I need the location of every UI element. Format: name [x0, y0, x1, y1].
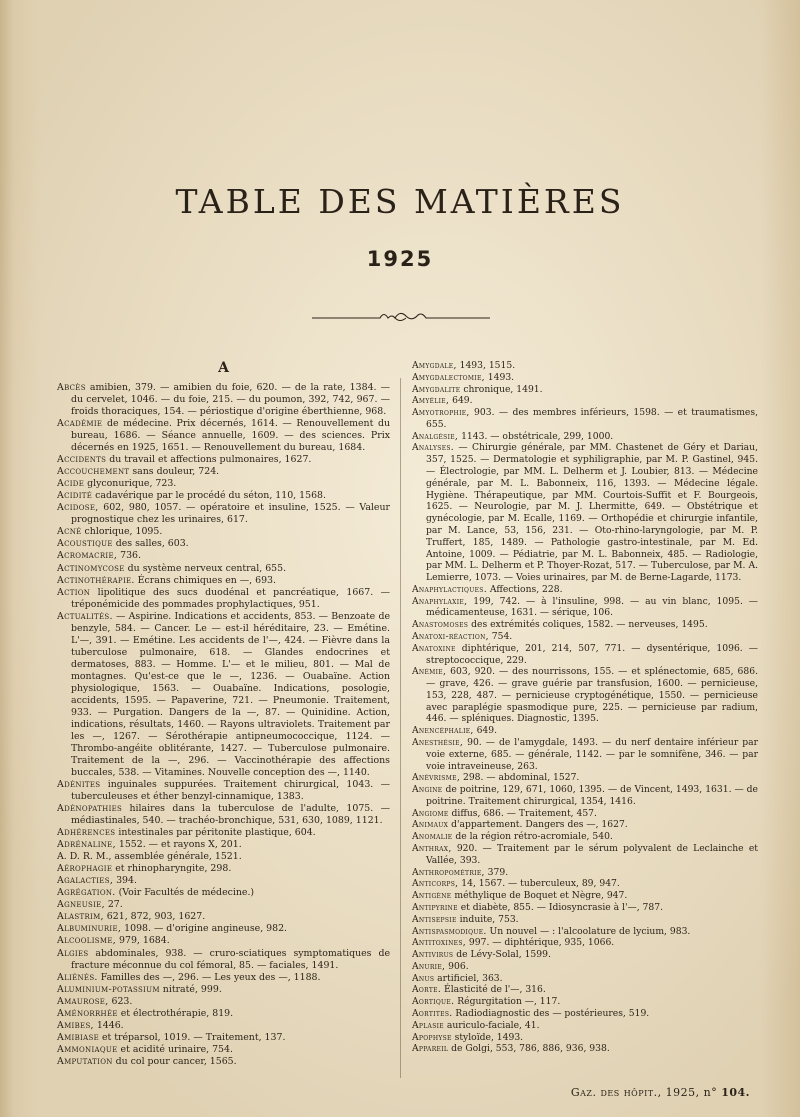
index-entry: [57, 538, 390, 550]
index-entry: [57, 948, 390, 972]
index-entry: [412, 1020, 758, 1032]
index-entry: [57, 466, 390, 478]
entry-heading: Acromacrie,: [57, 550, 118, 562]
entry-heading: Antigène: [412, 890, 452, 902]
index-entry: [412, 1043, 758, 1055]
entry-references: 603, 920. — des nourrissons, 155. — et splénectomie, 685, 686. — grave, 426. — grave guérie par transfusion, 1600. — pernicieuse, 153, 228, 487. — pernicieuse cryptogénétique, 1550. — pernicieuse avec paraplégie spasmodique pure, 225. — pernicieuse par radium, 446. — spléniques. Diagnostic, 1395.: [426, 666, 758, 725]
entry-heading: Aménorrhée: [57, 1007, 118, 1019]
entry-references: 1552. — et rayons X, 201.: [115, 839, 242, 851]
index-entry: [412, 737, 758, 772]
entry-heading: Aplasie: [412, 1019, 444, 1031]
entry-references: 27.: [104, 899, 123, 911]
column-divider: [400, 378, 401, 1078]
entry-heading: Adénites: [57, 779, 101, 791]
entry-heading: Appareil: [412, 1043, 449, 1055]
entry-heading: Analyses.: [412, 442, 455, 454]
index-entry: [57, 454, 390, 466]
entry-heading: Agrégation.: [57, 887, 116, 899]
entry-references: des extrémités coliques, 1582. — nerveuses, 1495.: [468, 619, 708, 631]
entry-heading: Amyotrophie,: [412, 407, 470, 419]
entry-heading: Angine: [412, 784, 443, 796]
entry-references: du système nerveux central, 655.: [124, 562, 287, 574]
index-entry: [412, 843, 758, 867]
index-entry: [412, 643, 758, 667]
entry-references: lipolitique des sucs duodénal et pancréatique, 1667. — tréponémicide des pommades prophylactiques, 951.: [71, 586, 390, 610]
ornament-flourish-icon: [300, 306, 500, 326]
entry-heading: Anthrax,: [412, 843, 452, 855]
entry-references: 1446.: [93, 1019, 124, 1031]
index-entry: [57, 899, 390, 911]
entry-references: Régurgitation —, 117.: [454, 996, 561, 1008]
entry-references: de médecine. Prix décernés, 1614. — Renouvellement du bureau, 1686. — Séance annuelle, 1609. — des sciences. Prix décernés en 1925, 1651. — Renouvellement du bureau, 1684.: [71, 418, 390, 454]
entry-references: chronique, 1491.: [460, 383, 543, 395]
entry-references: de Golgi, 553, 786, 886, 936, 938.: [448, 1043, 610, 1055]
entry-references: et rhinopharyngite, 298.: [112, 863, 232, 875]
entry-references: 920. — Traitement par le sérum polyvalent de Leclainche et Vallée, 393.: [426, 843, 758, 866]
index-entry: [57, 611, 390, 779]
entry-references: chlorique, 1095.: [81, 526, 163, 538]
index-entry: [57, 563, 390, 575]
entry-references: nitraté, 999.: [159, 983, 222, 995]
entry-references: et acidité urinaire, 754.: [117, 1043, 233, 1055]
entry-references: styloïde, 1493.: [451, 1031, 524, 1043]
index-entry: [57, 911, 390, 923]
entry-heading: Apophyse: [412, 1031, 452, 1043]
entry-heading: Actinothérapie.: [57, 574, 135, 586]
index-entry: [57, 875, 390, 887]
entry-references: 649.: [449, 395, 473, 407]
entry-references: (Voir Facultés de médecine.): [115, 887, 255, 899]
entry-references: Écrans chimiques en —, 693.: [134, 574, 277, 586]
entry-heading: Animaux: [412, 819, 449, 831]
entry-references: — Aspirine. Indications et accidents, 853. — Benzoate de benzyle, 584. — Cancer. Le — est-il héréditaire, 23. — Emétine. L'—, 391. — Emétine. Les accidents de l'—, 424. — Fièvre dans la tuberculose pulmonaire, 618. — Glandes endocrines et dermatoses, 883. — Homme. L'— et le milieu, 801. — Mal de montagnes. Qu'est-ce que le —, 1236. — Ouabaïne. Action physiologique, 1563. — Ouabaïne. Indications, posologie, accidents, 1595. — Papaverine, 721. — Pneumonie. Traitement, 933. — Purgation. Dangers de la —, 87. — Quinidine. Action, indications, résultats, 1460. — Rayons ultraviolets. Traitement par les —, 1267. — Sérothérapie antipneumococcique, 1124. — Thrombo-angéite oblitérante, 1427. — Tuberculose pulmonaire. Traitement de la —, 296. — Vaccinothérapie des affections buccales, 538. — Vitamines. Nouvelle conception des —, 1140.: [71, 610, 390, 779]
index-entry: [412, 914, 758, 926]
entry-heading: Anatoxine: [412, 642, 456, 654]
entry-references: 1143. — obstétricale, 299, 1000.: [458, 430, 614, 442]
index-entry: [412, 808, 758, 820]
index-entry: [57, 839, 390, 851]
index-entry: [57, 923, 390, 935]
index-entry: [412, 961, 758, 973]
entry-references: cadavérique par le procédé du séton, 110, 1568.: [92, 490, 326, 502]
index-entry: [57, 418, 390, 454]
entry-references: Un nouvel — : l'alcoolature de lycium, 983.: [486, 925, 691, 937]
index-entry: [412, 996, 758, 1008]
entry-references: Familles des —, 296. — Les yeux des —, 1188.: [97, 971, 321, 983]
section-letter: A: [218, 360, 229, 376]
entry-references: A. D. R. M., assemblée générale, 1521.: [57, 851, 242, 863]
entry-references: inguinales suppurées. Traitement chirurgical, 1043. — tuberculeuses et éther benzyl-cinnamique, 1383.: [71, 779, 390, 803]
index-entry: [57, 887, 390, 899]
index-entry: [412, 596, 758, 620]
entry-references: des salles, 603.: [112, 538, 189, 550]
entry-heading: Anesthésie,: [412, 737, 464, 748]
index-entry: [57, 996, 390, 1008]
entry-references: 621, 872, 903, 1627.: [103, 911, 206, 923]
index-entry: [412, 584, 758, 596]
entry-heading: Anaphylaxie,: [412, 595, 468, 607]
index-entry: [412, 973, 758, 985]
index-entry: [57, 575, 390, 587]
entry-references: de la région rétro-acromiale, 540.: [452, 831, 613, 843]
entry-heading: Aliénés.: [57, 971, 98, 983]
index-entry: [412, 949, 758, 961]
entry-heading: Analgésie,: [412, 430, 459, 442]
index-entry: [57, 863, 390, 875]
entry-heading: Aortites.: [412, 1007, 453, 1019]
index-entry: [57, 1056, 390, 1068]
entry-references: Radiodiagnostic des — postérieures, 519.: [452, 1007, 650, 1019]
index-column-right: [412, 360, 758, 1055]
entry-heading: Amygdalite: [412, 383, 461, 395]
entry-references: diffus, 686. — Traitement, 457.: [448, 807, 597, 819]
index-entry: [57, 490, 390, 502]
index-entry: [57, 935, 390, 947]
entry-heading: Amibes,: [57, 1019, 94, 1031]
entry-heading: Accouchement: [57, 466, 130, 478]
index-entry: [412, 631, 758, 643]
entry-heading: Acoustique: [57, 538, 113, 550]
index-entry: [57, 984, 390, 996]
entry-heading: Académie: [57, 418, 103, 430]
entry-heading: Adénopathies: [57, 803, 123, 815]
entry-references: diphtérique, 201, 214, 507, 771. — dysentérique, 1096. — streptococcique, 229.: [426, 642, 758, 666]
entry-heading: Anémie,: [412, 666, 447, 678]
entry-heading: Anus: [412, 972, 435, 984]
index-entry: [412, 442, 758, 583]
index-entry: [412, 784, 758, 808]
entry-references: intestinales par péritonite plastique, 604.: [115, 827, 316, 839]
footer-journal: Gaz. des hôpit.,: [570, 1086, 662, 1099]
entry-heading: Ammoniaque: [57, 1043, 118, 1055]
entry-references: 1493, 1515.: [456, 360, 516, 371]
entry-references: 903. — des membres inférieurs, 1598. — et traumatismes, 655.: [426, 407, 758, 430]
index-entry: [412, 395, 758, 407]
entry-references: abdominales, 938. — cruro-sciatiques symptomatiques de fracture méconnue du col fémoral, 85. — faciales, 1491.: [71, 947, 390, 971]
index-entry: [412, 372, 758, 384]
page-footer: [571, 1086, 750, 1099]
index-entry: [412, 902, 758, 914]
entry-heading: Angiome: [412, 807, 449, 819]
entry-references: auriculo-faciale, 41.: [443, 1019, 540, 1031]
entry-references: induite, 753.: [456, 913, 519, 925]
entry-heading: Amygdalectomie,: [412, 371, 485, 383]
entry-heading: Adhérences: [57, 827, 116, 839]
entry-heading: Antipyrine: [412, 901, 458, 913]
entry-references: Élasticité de l'—, 316.: [441, 984, 546, 996]
entry-heading: Agalacties,: [57, 875, 114, 887]
entry-heading: Acide: [57, 478, 85, 490]
index-entry: [412, 619, 758, 631]
index-entry: [412, 666, 758, 725]
index-entry: [412, 725, 758, 737]
entry-heading: Aortique.: [412, 996, 455, 1008]
entry-heading: Aérophagie: [57, 863, 113, 875]
index-entry: [57, 1044, 390, 1056]
entry-references: 649.: [473, 725, 498, 737]
index-entry: [57, 526, 390, 538]
index-entry: [412, 937, 758, 949]
index-entry: [57, 803, 390, 827]
index-entry: [412, 407, 758, 431]
entry-heading: Antivirus: [412, 949, 454, 961]
entry-references: glyconurique, 723.: [84, 478, 177, 490]
entry-references: et électrothérapie, 819.: [117, 1007, 234, 1019]
entry-references: 90. — de l'amygdale, 1493. — du nerf dentaire inférieur par voie externe, 685. — générale, 1142. — par le somnifène, 346. — par voie intraveineuse, 263.: [426, 737, 758, 772]
entry-heading: Adrénaline,: [57, 839, 116, 851]
index-entry: [57, 382, 390, 418]
index-entry: [57, 1032, 390, 1044]
entry-references: d'appartement. Dangers des —, 1627.: [448, 819, 628, 831]
entry-heading: Alcoolisme,: [57, 935, 117, 947]
entry-heading: Accidents: [57, 454, 107, 466]
entry-heading: Anthropométrie,: [412, 866, 485, 878]
entry-references: 736.: [117, 550, 141, 562]
entry-heading: Acné: [57, 526, 82, 538]
entry-heading: Action: [57, 586, 91, 598]
entry-references: amibien, 379. — amibien du foie, 620. — de la rate, 1384. — du cervelet, 1046. — du foie, 215. — du poumon, 392, 742, 967. — froids thoraciques, 154. — périostique d'origine éberthienne, 968.: [71, 382, 390, 418]
entry-references: — Chirurgie générale, par MM. Chastenet de Géry et Dariau, 357, 1525. — Dermatologie et syphiligraphie, par M. P. Gastinel, 945. — Électrologie, par MM. L. Delherm et J. Loubier, 813. — Médecine générale, par M. L. Babonneix, 116, 1393. — Médecine légale. Hygiène. Thérapeutique, par MM. Courtois-Suffit et F. Bourgeois, 1625. — Neurologie, par M. J. Lhermitte, 649. — Obstétrique et gynécologie, par M. Ecalle, 1169. — Orthopédie et chirurgie infantile, par M. Lance, 53, 156, 231. — Oto-rhino-laryngologie, par M. P. Truffert, 185, 1489. — Pathologie gastro-intestinale, par M. Ed. Antoine, 1009. — Pédiatrie, par M. L. Babonneix, 485. — Radiologie, par MM. L. Delherm et P. Thoyer-Rozat, 517. — Tuberculose, par M. A. Lemierre, 1073. — Voies urinaires, par M. de Berne-Lagarde, 1173.: [426, 442, 758, 584]
index-entry: [412, 384, 758, 396]
entry-heading: Alastrim,: [57, 911, 104, 923]
entry-heading: Amyélie,: [412, 395, 450, 407]
entry-references: 199, 742. — à l'insuline, 998. — au vin blanc, 1095. — médicamenteuse, 1631. — sérique, 106.: [426, 595, 758, 619]
entry-heading: Anaphylactiques.: [412, 583, 487, 595]
entry-references: du col pour cancer, 1565.: [112, 1055, 237, 1067]
index-entry: [57, 478, 390, 490]
footer-year: 1925, n°: [665, 1086, 718, 1099]
entry-references: 754.: [488, 630, 513, 642]
index-entry: [412, 984, 758, 996]
entry-heading: Actinomycose: [57, 562, 125, 574]
entry-references: sans douleur, 724.: [129, 466, 220, 478]
entry-heading: Anomalie: [412, 831, 453, 843]
entry-references: 379.: [484, 866, 509, 878]
entry-heading: Amygdale,: [412, 360, 457, 371]
entry-references: de poitrine, 129, 671, 1060, 1395. — de Vincent, 1493, 1631. — de poitrine. Traitement chirurgical, 1354, 1416.: [426, 784, 758, 807]
entry-references: et tréparsol, 1019. — Traitement, 137.: [98, 1031, 286, 1043]
entry-heading: Amputation: [57, 1055, 113, 1067]
index-entry: [57, 502, 390, 526]
index-entry: [57, 779, 390, 803]
entry-heading: Acidité: [57, 490, 93, 502]
entry-heading: Acidose,: [57, 502, 99, 514]
entry-references: 394.: [113, 875, 137, 887]
page-title: TABLE DES MATIÈRES: [175, 182, 625, 221]
index-entry: [57, 972, 390, 984]
entry-heading: Aluminium-potassium: [57, 983, 160, 995]
entry-references: 997. — diphtérique, 935, 1066.: [465, 937, 615, 949]
entry-heading: Antispasmodique.: [412, 925, 487, 937]
entry-heading: Agneusie,: [57, 899, 105, 911]
index-entry: [412, 926, 758, 938]
year-heading: 1925: [366, 247, 434, 271]
entry-references: 602, 980, 1057. — opératoire et insuline, 1525. — Valeur prognostique chez les urinaires, 617.: [71, 502, 390, 526]
entry-references: artificiel, 363.: [434, 972, 503, 984]
index-entry: [412, 831, 758, 843]
entry-references: 298. — abdominal, 1527.: [460, 772, 580, 784]
entry-heading: Actualités.: [57, 610, 113, 622]
index-entry: [57, 1008, 390, 1020]
index-entry: [412, 819, 758, 831]
entry-heading: Antitoxines,: [412, 937, 466, 949]
entry-references: du travail et affections pulmonaires, 1627.: [106, 454, 312, 466]
entry-heading: Antisepsie: [412, 913, 457, 925]
index-entry: [57, 587, 390, 611]
entry-references: 906.: [445, 960, 469, 972]
entry-heading: Anurie,: [412, 960, 446, 972]
entry-references: 1098. — d'origine angineuse, 982.: [121, 923, 288, 935]
index-entry: [57, 1020, 390, 1032]
index-entry: [412, 431, 758, 443]
entry-references: et diabète, 855. — Idiosyncrasie à l'—, 787.: [457, 901, 663, 913]
entry-references: 623.: [108, 995, 133, 1007]
index-entry: [57, 550, 390, 562]
entry-references: de Lévy-Solal, 1599.: [453, 949, 551, 961]
index-entry: [412, 360, 758, 372]
index-entry: [412, 772, 758, 784]
index-entry: [412, 890, 758, 902]
entry-heading: Amibiase: [57, 1031, 99, 1043]
entry-heading: Anencéphalie,: [412, 725, 474, 737]
entry-references: méthylique de Boquet et Nègre, 947.: [451, 890, 628, 902]
entry-heading: Anastomoses: [412, 619, 469, 631]
entry-references: hilaires dans la tuberculose de l'adulte, 1075. — médiastinales, 540. — trachéo-bronchique, 531, 630, 1089, 1121.: [71, 803, 390, 827]
entry-heading: Anticorps,: [412, 878, 459, 890]
entry-heading: Aorte.: [412, 984, 442, 996]
entry-heading: Anatoxi-réaction,: [412, 630, 489, 642]
index-column-left: [57, 360, 390, 1068]
entry-references: Affections, 228.: [486, 583, 563, 595]
footer-number: 104.: [721, 1086, 750, 1099]
index-entry: [57, 827, 390, 839]
index-entry: [412, 1008, 758, 1020]
entry-heading: Algies: [57, 947, 89, 959]
index-entry: [412, 878, 758, 890]
entry-heading: Amaurose,: [57, 995, 109, 1007]
entry-references: 1493.: [484, 371, 515, 383]
index-entry: [57, 851, 390, 863]
index-entry: [412, 867, 758, 879]
entry-heading: Abcès: [57, 382, 86, 394]
index-entry: [412, 1032, 758, 1044]
entry-heading: Albuminurie,: [57, 923, 122, 935]
entry-heading: Anévrisme,: [412, 772, 461, 784]
entry-references: 979, 1684.: [116, 935, 170, 947]
entry-references: 14, 1567. — tuberculeux, 89, 947.: [458, 878, 620, 890]
